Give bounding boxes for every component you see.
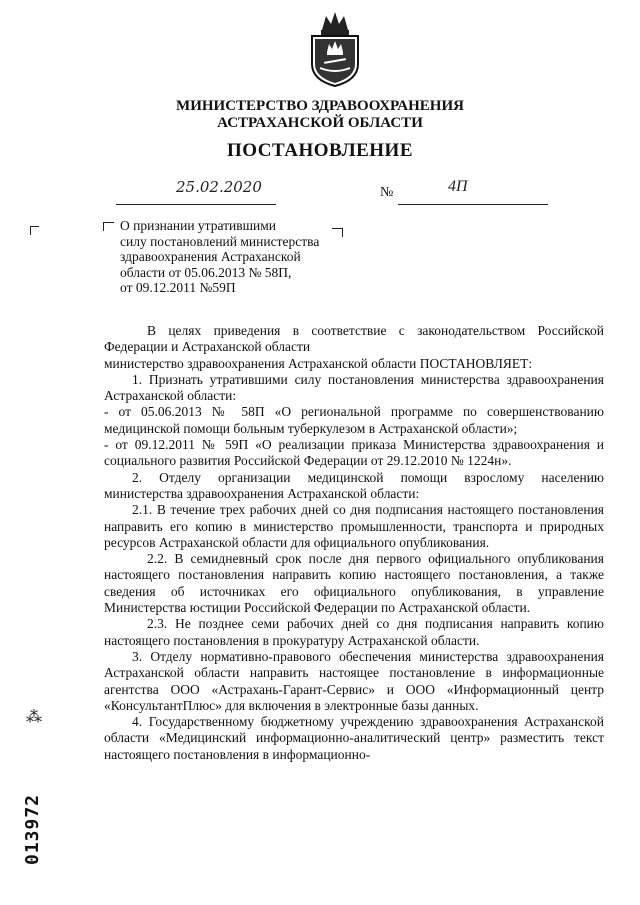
body-paragraph: 2. Отделу организации медицинской помощи взрослому населению министерства здравоохранения Астраханской области: xyxy=(104,469,604,501)
document-number: 4П xyxy=(448,178,468,195)
body-paragraph: министерство здравоохранения Астраханской области ПОСТАНОВЛЯЕТ: xyxy=(104,355,533,371)
coat-of-arms-icon xyxy=(300,8,370,88)
margin-serial-number xyxy=(22,793,52,865)
body-paragraph: 1. Признать утратившими силу постановления министерства здравоохранения Астраханской области: xyxy=(104,371,604,404)
serial-text: 013972 xyxy=(22,793,43,865)
ministry-line-1: МИНИСТЕРСТВО ЗДРАВООХРАНЕНИЯ xyxy=(176,98,464,114)
body-paragraph: 2.2. В семидневный срок после дня первого официального опубликования настоящего постановления направить копию настоящего постановления, а также сведения об источниках его официального опубликования, в управление Министерства юстиции Российской Федерации по Астраханской области. xyxy=(104,551,604,616)
body-paragraph: 2.3. Не позднее семи рабочих дней со дня подписания направить копию настоящего постановления в прокуратуру Астраханской области. xyxy=(104,616,604,648)
ministry-line-2: АСТРАХАНСКОЙ ОБЛАСТИ xyxy=(217,115,423,131)
subject-line: от 09.12.2011 №59П xyxy=(120,280,236,295)
body-paragraph: В целях приведения в соответствие с законодательством Российской Федерации и Астраханской области xyxy=(104,323,604,355)
body-paragraph: - от 05.06.2013 № 58П «О региональной программе по совершенствованию медицинской помощи больным туберкулезом в Астраханской области»; xyxy=(104,404,604,436)
body-paragraph: 2.1. В течение трех рабочих дней со дня подписания настоящего постановления направить его копию в министерство промышленности, транспорта и природных ресурсов Астраханской области для официального опубликования. xyxy=(104,502,604,550)
number-label: № xyxy=(380,185,394,200)
subject-line: О признании утратившими xyxy=(120,218,277,233)
document-date: 25.02.2020 xyxy=(176,178,262,196)
body-paragraph: - от 09.12.2011 № 59П «О реализации приказа Министерства здравоохранения и социального развития Российской Федерации от 29.12.2010 № 1224н». xyxy=(104,437,604,469)
number-underline xyxy=(398,186,548,205)
subject-bracket-left xyxy=(103,222,114,231)
subject-bracket-right xyxy=(332,228,343,237)
subject-line: здравоохранения Астраханской xyxy=(120,249,301,264)
subject-line: силу постановлений министерства xyxy=(120,233,320,249)
document-body xyxy=(104,323,604,763)
body-paragraph: 4. Государственному бюджетному учреждению здравоохранения Астраханской области «Медицинский информационно-аналитический центр» разместить текст настоящего постановления в информационно- xyxy=(104,714,604,762)
body-paragraph: 3. Отделу нормативно-правового обеспечения министерства здравоохранения Астраханской области направить настоящее постановление в информационные агентства ООО «Астрахань-Гарант-Сервис» и ООО «Информационный центр «КонсультантПлюс» для включения в электронные базы данных. xyxy=(104,648,604,713)
document-subject xyxy=(120,218,319,296)
corner-mark xyxy=(30,226,39,235)
document-type-heading: ПОСТАНОВЛЕНИЕ xyxy=(226,140,414,161)
subject-line: области от 05.06.2013 № 58П, xyxy=(120,264,292,280)
asterisk-mark-icon: ⁂ xyxy=(26,709,42,726)
ministry-name xyxy=(0,98,640,132)
